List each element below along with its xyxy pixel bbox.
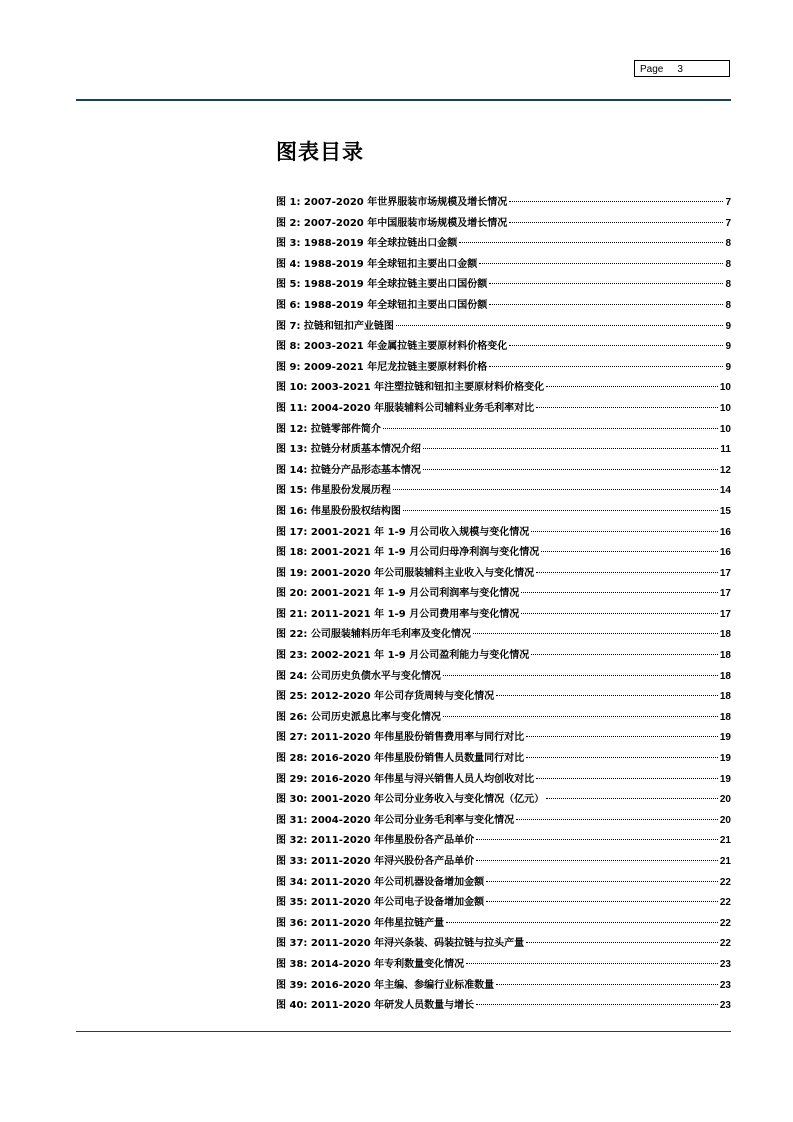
toc-dot-leader [403,510,718,511]
toc-entry-page: 10 [719,382,731,394]
toc-entry[interactable] [276,770,731,791]
toc-entry[interactable] [276,317,731,338]
page-number: 3 [677,64,683,75]
toc-entry-title: 图 6: 1988-2019 年全球钮扣主要出口国份额 [276,299,488,311]
toc-entry[interactable] [276,461,731,482]
toc-entry-page: 19 [719,753,731,765]
toc-entry[interactable] [276,873,731,894]
toc-entry-title: 图 1: 2007-2020 年世界服装市场规模及增长情况 [276,197,508,208]
table-of-figures [276,193,731,1017]
toc-entry-page: 22 [719,938,731,950]
toc-dot-leader [531,654,718,655]
toc-dot-leader [509,222,723,223]
toc-entry-page: 19 [719,773,731,785]
toc-entry-title: 图 14: 拉链分产品形态基本情况 [276,464,421,476]
toc-entry[interactable] [276,811,731,832]
toc-entry-page: 22 [719,917,731,929]
toc-entry-title: 图 29: 2016-2020 年伟星与浔兴销售人员人均创收对比 [276,773,535,785]
toc-dot-leader [521,613,718,614]
toc-dot-leader [536,407,718,408]
toc-entry-title: 图 2: 2007-2020 年中国服装市场规模及增长情况 [276,217,508,229]
toc-entry-title: 图 32: 2011-2020 年伟星股份各产品单价 [276,835,475,847]
toc-entry-page: 7 [725,217,731,229]
toc-entry-title: 图 18: 2001-2021 年 1-9 月公司归母净利润与变化情况 [276,547,540,559]
toc-entry-title: 图 39: 2016-2020 年主编、参编行业标准数量 [276,979,495,991]
toc-entry-page: 18 [719,629,731,641]
toc-entry-title: 图 35: 2011-2020 年公司电子设备增加金额 [276,897,485,909]
toc-entry[interactable] [276,481,731,502]
toc-dot-leader [466,963,718,964]
toc-entry[interactable] [276,523,731,544]
toc-dot-leader [526,942,718,943]
toc-entry-page: 23 [719,958,731,970]
toc-dot-leader [396,325,724,326]
toc-entry-title: 图 22: 公司服装辅料历年毛利率及变化情况 [276,629,471,641]
toc-dot-leader [476,860,718,861]
toc-entry-title: 图 19: 2001-2020 年公司服装辅料主业收入与变化情况 [276,567,535,579]
toc-entry-title: 图 15: 伟星股份发展历程 [276,485,391,497]
toc-entry[interactable] [276,193,731,214]
toc-entry-title: 图 7: 拉链和钮扣产业链图 [276,320,394,332]
toc-entry-title: 图 17: 2001-2021 年 1-9 月公司收入规模与变化情况 [276,526,530,538]
toc-dot-leader [526,736,718,737]
toc-entry[interactable] [276,625,731,646]
toc-dot-leader [473,633,718,634]
toc-entry[interactable] [276,358,731,379]
toc-dot-leader [489,283,723,284]
toc-entry-page: 11 [720,444,731,456]
toc-entry-title: 图 3: 1988-2019 年全球拉链出口金额 [276,238,458,250]
toc-entry-page: 17 [719,588,731,600]
toc-entry-page: 17 [719,567,731,579]
toc-dot-leader [546,798,718,799]
toc-dot-leader [489,366,723,367]
toc-dot-leader [536,572,718,573]
toc-entry-title: 图 23: 2002-2021 年 1-9 月公司盈利能力与变化情况 [276,650,530,662]
toc-entry-page: 12 [719,464,731,476]
toc-entry-page: 8 [725,238,731,250]
toc-entry-page: 20 [719,794,731,806]
toc-entry-page: 8 [725,258,731,270]
toc-dot-leader [536,778,718,779]
toc-dot-leader [496,984,718,985]
header-rule [76,99,731,101]
toc-dot-leader [443,716,718,717]
toc-entry[interactable] [276,749,731,770]
toc-entry[interactable] [276,255,731,276]
toc-entry[interactable] [276,378,731,399]
toc-entry-title: 图 26: 公司历史派息比率与变化情况 [276,711,441,723]
toc-dot-leader [526,757,718,758]
toc-entry[interactable] [276,296,731,317]
toc-entry[interactable] [276,214,731,235]
toc-entry-title: 图 38: 2014-2020 年专利数量变化情况 [276,958,465,970]
toc-dot-leader [459,242,723,243]
toc-entry[interactable] [276,976,731,997]
toc-entry-page: 7 [725,197,731,208]
toc-entry-page: 15 [719,505,731,517]
toc-entry-title: 图 20: 2001-2021 年 1-9 月公司利润率与变化情况 [276,588,520,600]
toc-dot-leader [479,263,723,264]
toc-entry-page: 22 [719,876,731,888]
toc-entry[interactable] [276,275,731,296]
toc-dot-leader [486,881,718,882]
toc-entry-page: 18 [719,711,731,723]
toc-entry-page: 18 [719,650,731,662]
toc-entry-title: 图 31: 2004-2020 年公司分业务毛利率与变化情况 [276,814,515,826]
toc-entry-page: 9 [725,361,731,373]
toc-dot-leader [476,1004,718,1005]
toc-entry-page: 21 [719,835,731,847]
toc-dot-leader [531,531,718,532]
toc-dot-leader [476,839,718,840]
toc-entry[interactable] [276,831,731,852]
toc-entry-title: 图 33: 2011-2020 年浔兴股份各产品单价 [276,856,475,867]
toc-entry-page: 9 [725,320,731,332]
toc-entry[interactable] [276,852,731,873]
toc-entry[interactable] [276,708,731,729]
toc-entry-page: 8 [725,279,731,291]
toc-entry[interactable] [276,934,731,955]
toc-entry-page: 8 [725,299,731,311]
toc-entry[interactable] [276,502,731,523]
toc-entry-title: 图 13: 拉链分材质基本情况介绍 [276,444,421,456]
toc-entry[interactable] [276,914,731,935]
toc-dot-leader [541,551,718,552]
toc-dot-leader [486,901,718,902]
toc-entry[interactable] [276,234,731,255]
toc-entry[interactable] [276,605,731,626]
toc-entry[interactable] [276,543,731,564]
toc-dot-leader [393,489,718,490]
toc-dot-leader [423,448,719,449]
toc-dot-leader [489,304,723,305]
toc-entry-title: 图 27: 2011-2020 年伟星股份销售费用率与同行对比 [276,732,525,744]
toc-entry[interactable] [276,790,731,811]
toc-entry[interactable] [276,337,731,358]
toc-entry-title: 图 34: 2011-2020 年公司机器设备增加金额 [276,876,485,888]
toc-entry[interactable] [276,420,731,441]
toc-entry-title: 图 30: 2001-2020 年公司分业务收入与变化情况（亿元） [276,794,545,806]
toc-entry-page: 9 [725,341,731,353]
toc-entry-page: 22 [719,897,731,909]
toc-entry-page: 23 [719,979,731,991]
toc-entry[interactable] [276,564,731,585]
toc-dot-leader [521,592,718,593]
toc-entry-title: 图 24: 公司历史负债水平与变化情况 [276,670,441,682]
toc-entry-title: 图 12: 拉链零部件简介 [276,423,381,435]
toc-dot-leader [546,386,718,387]
toc-dot-leader [423,469,718,470]
toc-entry-title: 图 5: 1988-2019 年全球拉链主要出口国份额 [276,279,488,291]
toc-entry-title: 图 37: 2011-2020 年浔兴条装、码装拉链与拉头产量 [276,938,525,950]
toc-entry-page: 16 [719,547,731,559]
toc-entry-page: 18 [719,670,731,682]
toc-entry-title: 图 9: 2009-2021 年尼龙拉链主要原材料价格 [276,361,488,373]
toc-entry-title: 图 21: 2011-2021 年 1-9 月公司费用率与变化情况 [276,608,520,620]
page-title: 图表目录 [276,140,364,164]
toc-entry-page: 10 [719,423,731,435]
toc-entry[interactable] [276,440,731,461]
toc-entry-title: 图 25: 2012-2020 年公司存货周转与变化情况 [276,691,495,703]
toc-entry[interactable] [276,996,731,1017]
toc-entry[interactable] [276,584,731,605]
footer-rule [76,1031,731,1032]
toc-entry-title: 图 10: 2003-2021 年注塑拉链和钮扣主要原材料价格变化 [276,382,545,394]
toc-entry-page: 18 [719,691,731,703]
toc-entry-title: 图 40: 2011-2020 年研发人员数量与增长 [276,1000,475,1012]
toc-dot-leader [516,819,718,820]
toc-entry-page: 16 [719,526,731,538]
toc-entry-page: 19 [719,732,731,744]
toc-entry-page: 23 [719,1000,731,1012]
page-number-box [634,60,730,77]
toc-dot-leader [509,345,723,346]
toc-entry-page: 17 [719,608,731,620]
toc-entry[interactable] [276,955,731,976]
toc-dot-leader [446,922,718,923]
toc-dot-leader [496,695,718,696]
toc-dot-leader [383,428,718,429]
toc-dot-leader [509,201,723,202]
toc-entry-page: 20 [719,814,731,826]
toc-entry[interactable] [276,399,731,420]
toc-entry-title: 图 8: 2003-2021 年金属拉链主要原材料价格变化 [276,341,508,353]
toc-entry[interactable] [276,667,731,688]
toc-entry-page: 10 [719,402,731,414]
toc-dot-leader [443,675,718,676]
toc-entry-title: 图 16: 伟星股份股权结构图 [276,505,401,517]
toc-entry[interactable] [276,687,731,708]
toc-entry-page: 21 [719,856,731,867]
toc-entry[interactable] [276,646,731,667]
toc-entry-title: 图 36: 2011-2020 年伟星拉链产量 [276,917,445,929]
toc-entry-title: 图 11: 2004-2020 年服装辅料公司辅料业务毛利率对比 [276,402,535,414]
toc-entry[interactable] [276,893,731,914]
toc-entry-page: 14 [719,485,731,497]
toc-entry-title: 图 4: 1988-2019 年全球钮扣主要出口金额 [276,258,478,270]
toc-entry-title: 图 28: 2016-2020 年伟星股份销售人员数量同行对比 [276,753,525,765]
toc-entry[interactable] [276,728,731,749]
page-label: Page [640,64,664,75]
